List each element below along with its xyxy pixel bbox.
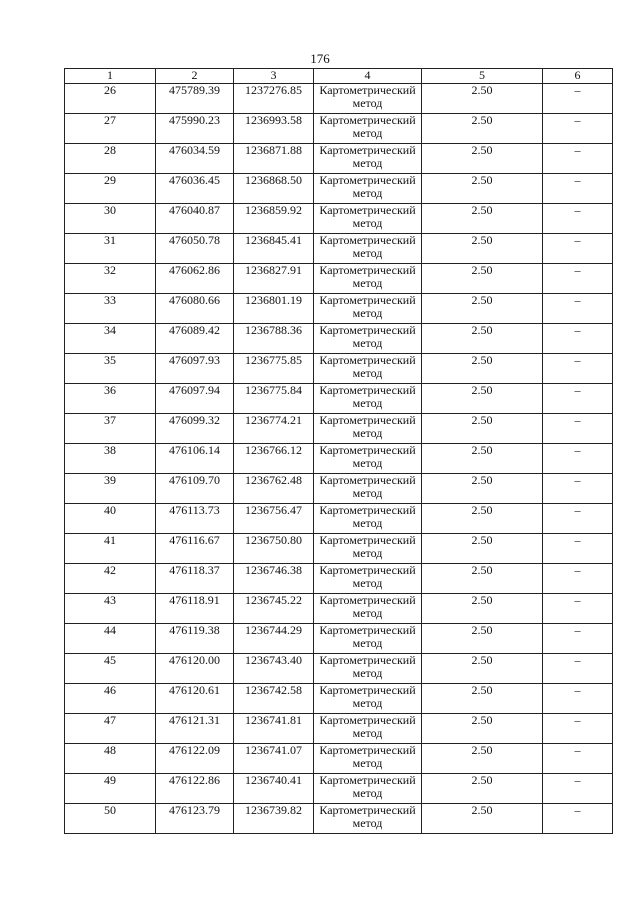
point-number-cell: 48 <box>65 744 156 774</box>
note-cell: – <box>543 684 613 714</box>
table-row <box>65 264 613 294</box>
x-coordinate-cell: 476040.87 <box>156 204 234 234</box>
method-line-2: метод <box>352 606 383 620</box>
table-row <box>65 84 613 114</box>
point-number-cell: 39 <box>65 474 156 504</box>
y-coordinate-cell: 1236801.19 <box>234 294 314 324</box>
y-coordinate-cell: 1236756.47 <box>234 504 314 534</box>
table-row <box>65 804 613 834</box>
method-line-2: метод <box>352 306 383 320</box>
y-coordinate-cell: 1236766.12 <box>234 444 314 474</box>
note-cell: – <box>543 414 613 444</box>
method-line-1: Картометрический <box>319 743 416 757</box>
note-cell: – <box>543 384 613 414</box>
note-cell: – <box>543 774 613 804</box>
table-row <box>65 534 613 564</box>
table-body <box>65 84 613 834</box>
point-number-cell: 34 <box>65 324 156 354</box>
method-cell <box>314 474 422 504</box>
method-line-2: метод <box>352 726 383 740</box>
method-line-1: Картометрический <box>319 353 416 367</box>
accuracy-cell: 2.50 <box>422 144 543 174</box>
method-line-2: метод <box>352 426 383 440</box>
x-coordinate-cell: 476097.93 <box>156 354 234 384</box>
note-cell: – <box>543 234 613 264</box>
method-line-1: Картометрический <box>319 653 416 667</box>
point-number-cell: 42 <box>65 564 156 594</box>
point-number-cell: 30 <box>65 204 156 234</box>
point-number-cell: 47 <box>65 714 156 744</box>
method-cell <box>314 564 422 594</box>
method-line-2: метод <box>352 186 383 200</box>
note-cell: – <box>543 174 613 204</box>
method-line-2: метод <box>352 276 383 290</box>
table-row <box>65 114 613 144</box>
note-cell: – <box>543 654 613 684</box>
note-cell: – <box>543 354 613 384</box>
x-coordinate-cell: 476113.73 <box>156 504 234 534</box>
point-number-cell: 27 <box>65 114 156 144</box>
method-line-2: метод <box>352 636 383 650</box>
method-cell <box>314 624 422 654</box>
table-row <box>65 714 613 744</box>
accuracy-cell: 2.50 <box>422 594 543 624</box>
column-header: 1 <box>65 69 156 84</box>
accuracy-cell: 2.50 <box>422 714 543 744</box>
method-line-1: Картометрический <box>319 503 416 517</box>
accuracy-cell: 2.50 <box>422 264 543 294</box>
method-line-2: метод <box>352 396 383 410</box>
point-number-cell: 46 <box>65 684 156 714</box>
method-line-2: метод <box>352 516 383 530</box>
note-cell: – <box>543 294 613 324</box>
y-coordinate-cell: 1236859.92 <box>234 204 314 234</box>
y-coordinate-cell: 1236775.84 <box>234 384 314 414</box>
accuracy-cell: 2.50 <box>422 744 543 774</box>
table-row <box>65 624 613 654</box>
point-number-cell: 44 <box>65 624 156 654</box>
x-coordinate-cell: 476121.31 <box>156 714 234 744</box>
table-row <box>65 414 613 444</box>
method-cell <box>314 384 422 414</box>
table-row <box>65 204 613 234</box>
method-line-2: метод <box>352 456 383 470</box>
method-cell <box>314 534 422 564</box>
point-number-cell: 26 <box>65 84 156 114</box>
y-coordinate-cell: 1236744.29 <box>234 624 314 654</box>
point-number-cell: 50 <box>65 804 156 834</box>
y-coordinate-cell: 1236827.91 <box>234 264 314 294</box>
y-coordinate-cell: 1236774.21 <box>234 414 314 444</box>
method-line-1: Картометрический <box>319 113 416 127</box>
y-coordinate-cell: 1236742.58 <box>234 684 314 714</box>
method-cell <box>314 744 422 774</box>
point-number-cell: 31 <box>65 234 156 264</box>
method-line-1: Картометрический <box>319 443 416 457</box>
table-row <box>65 354 613 384</box>
y-coordinate-cell: 1236741.81 <box>234 714 314 744</box>
accuracy-cell: 2.50 <box>422 684 543 714</box>
method-cell <box>314 654 422 684</box>
method-line-2: метод <box>352 366 383 380</box>
x-coordinate-cell: 476099.32 <box>156 414 234 444</box>
method-line-2: метод <box>352 336 383 350</box>
table-row <box>65 324 613 354</box>
method-cell <box>314 84 422 114</box>
accuracy-cell: 2.50 <box>422 354 543 384</box>
table-row <box>65 594 613 624</box>
y-coordinate-cell: 1236868.50 <box>234 174 314 204</box>
method-cell <box>314 444 422 474</box>
x-coordinate-cell: 476118.37 <box>156 564 234 594</box>
table-row <box>65 474 613 504</box>
x-coordinate-cell: 476122.09 <box>156 744 234 774</box>
method-cell <box>314 264 422 294</box>
table-row <box>65 684 613 714</box>
coordinates-table <box>64 68 613 834</box>
table-row <box>65 504 613 534</box>
x-coordinate-cell: 476120.61 <box>156 684 234 714</box>
method-cell <box>314 804 422 834</box>
method-line-1: Картометрический <box>319 83 416 97</box>
note-cell: – <box>543 804 613 834</box>
y-coordinate-cell: 1236746.38 <box>234 564 314 594</box>
column-header: 4 <box>314 69 422 84</box>
accuracy-cell: 2.50 <box>422 174 543 204</box>
y-coordinate-cell: 1237276.85 <box>234 84 314 114</box>
note-cell: – <box>543 564 613 594</box>
accuracy-cell: 2.50 <box>422 624 543 654</box>
note-cell: – <box>543 84 613 114</box>
table-row <box>65 564 613 594</box>
method-cell <box>314 594 422 624</box>
method-cell <box>314 324 422 354</box>
method-cell <box>314 354 422 384</box>
point-number-cell: 32 <box>65 264 156 294</box>
x-coordinate-cell: 476062.86 <box>156 264 234 294</box>
x-coordinate-cell: 476122.86 <box>156 774 234 804</box>
accuracy-cell: 2.50 <box>422 774 543 804</box>
method-cell <box>314 204 422 234</box>
point-number-cell: 41 <box>65 534 156 564</box>
note-cell: – <box>543 504 613 534</box>
method-cell <box>314 714 422 744</box>
method-cell <box>314 114 422 144</box>
x-coordinate-cell: 476106.14 <box>156 444 234 474</box>
accuracy-cell: 2.50 <box>422 654 543 684</box>
method-line-2: метод <box>352 126 383 140</box>
method-line-1: Картометрический <box>319 263 416 277</box>
method-line-2: метод <box>352 786 383 800</box>
point-number-cell: 36 <box>65 384 156 414</box>
x-coordinate-cell: 476109.70 <box>156 474 234 504</box>
accuracy-cell: 2.50 <box>422 384 543 414</box>
x-coordinate-cell: 476080.66 <box>156 294 234 324</box>
table-row <box>65 744 613 774</box>
y-coordinate-cell: 1236739.82 <box>234 804 314 834</box>
method-line-2: метод <box>352 576 383 590</box>
x-coordinate-cell: 476120.00 <box>156 654 234 684</box>
method-line-2: метод <box>352 156 383 170</box>
note-cell: – <box>543 204 613 234</box>
y-coordinate-cell: 1236745.22 <box>234 594 314 624</box>
column-header: 2 <box>156 69 234 84</box>
note-cell: – <box>543 264 613 294</box>
method-cell <box>314 234 422 264</box>
method-cell <box>314 294 422 324</box>
method-line-1: Картометрический <box>319 803 416 817</box>
accuracy-cell: 2.50 <box>422 564 543 594</box>
accuracy-cell: 2.50 <box>422 324 543 354</box>
method-line-2: метод <box>352 486 383 500</box>
method-line-1: Картометрический <box>319 173 416 187</box>
note-cell: – <box>543 744 613 774</box>
accuracy-cell: 2.50 <box>422 414 543 444</box>
method-line-1: Картометрический <box>319 533 416 547</box>
method-line-2: метод <box>352 546 383 560</box>
method-cell <box>314 414 422 444</box>
table-row <box>65 444 613 474</box>
point-number-cell: 40 <box>65 504 156 534</box>
column-number-row <box>65 69 613 84</box>
x-coordinate-cell: 476119.38 <box>156 624 234 654</box>
x-coordinate-cell: 476036.45 <box>156 174 234 204</box>
method-line-2: метод <box>352 666 383 680</box>
method-line-1: Картометрический <box>319 323 416 337</box>
accuracy-cell: 2.50 <box>422 474 543 504</box>
method-line-1: Картометрический <box>319 473 416 487</box>
table-row <box>65 144 613 174</box>
method-line-1: Картометрический <box>319 293 416 307</box>
note-cell: – <box>543 324 613 354</box>
method-line-1: Картометрический <box>319 623 416 637</box>
table-row <box>65 174 613 204</box>
note-cell: – <box>543 114 613 144</box>
point-number-cell: 35 <box>65 354 156 384</box>
method-line-1: Картометрический <box>319 383 416 397</box>
note-cell: – <box>543 144 613 174</box>
method-line-1: Картометрический <box>319 203 416 217</box>
method-cell <box>314 174 422 204</box>
x-coordinate-cell: 475789.39 <box>156 84 234 114</box>
method-line-2: метод <box>352 696 383 710</box>
point-number-cell: 43 <box>65 594 156 624</box>
y-coordinate-cell: 1236741.07 <box>234 744 314 774</box>
x-coordinate-cell: 476116.67 <box>156 534 234 564</box>
accuracy-cell: 2.50 <box>422 534 543 564</box>
x-coordinate-cell: 476034.59 <box>156 144 234 174</box>
point-number-cell: 38 <box>65 444 156 474</box>
point-number-cell: 28 <box>65 144 156 174</box>
accuracy-cell: 2.50 <box>422 444 543 474</box>
note-cell: – <box>543 444 613 474</box>
x-coordinate-cell: 476123.79 <box>156 804 234 834</box>
note-cell: – <box>543 594 613 624</box>
accuracy-cell: 2.50 <box>422 294 543 324</box>
method-line-2: метод <box>352 216 383 230</box>
method-line-1: Картометрический <box>319 413 416 427</box>
method-cell <box>314 144 422 174</box>
y-coordinate-cell: 1236993.58 <box>234 114 314 144</box>
accuracy-cell: 2.50 <box>422 234 543 264</box>
y-coordinate-cell: 1236775.85 <box>234 354 314 384</box>
point-number-cell: 33 <box>65 294 156 324</box>
note-cell: – <box>543 714 613 744</box>
y-coordinate-cell: 1236762.48 <box>234 474 314 504</box>
method-line-1: Картометрический <box>319 143 416 157</box>
method-line-1: Картометрический <box>319 563 416 577</box>
table-row <box>65 294 613 324</box>
page-number: 176 <box>310 51 330 66</box>
method-line-2: метод <box>352 246 383 260</box>
y-coordinate-cell: 1236788.36 <box>234 324 314 354</box>
accuracy-cell: 2.50 <box>422 114 543 144</box>
method-cell <box>314 504 422 534</box>
method-line-1: Картометрический <box>319 233 416 247</box>
column-header: 5 <box>422 69 543 84</box>
x-coordinate-cell: 476118.91 <box>156 594 234 624</box>
note-cell: – <box>543 474 613 504</box>
method-cell <box>314 774 422 804</box>
y-coordinate-cell: 1236871.88 <box>234 144 314 174</box>
accuracy-cell: 2.50 <box>422 504 543 534</box>
accuracy-cell: 2.50 <box>422 84 543 114</box>
method-line-2: метод <box>352 96 383 110</box>
point-number-cell: 37 <box>65 414 156 444</box>
y-coordinate-cell: 1236845.41 <box>234 234 314 264</box>
point-number-cell: 45 <box>65 654 156 684</box>
table-row <box>65 234 613 264</box>
x-coordinate-cell: 475990.23 <box>156 114 234 144</box>
column-header: 6 <box>543 69 613 84</box>
method-cell <box>314 684 422 714</box>
accuracy-cell: 2.50 <box>422 204 543 234</box>
method-line-2: метод <box>352 756 383 770</box>
method-line-2: метод <box>352 816 383 830</box>
table-row <box>65 384 613 414</box>
method-line-1: Картометрический <box>319 713 416 727</box>
table-row <box>65 654 613 684</box>
method-line-1: Картометрический <box>319 773 416 787</box>
column-header: 3 <box>234 69 314 84</box>
note-cell: – <box>543 624 613 654</box>
point-number-cell: 49 <box>65 774 156 804</box>
y-coordinate-cell: 1236750.80 <box>234 534 314 564</box>
y-coordinate-cell: 1236743.40 <box>234 654 314 684</box>
method-line-1: Картометрический <box>319 593 416 607</box>
x-coordinate-cell: 476089.42 <box>156 324 234 354</box>
point-number-cell: 29 <box>65 174 156 204</box>
accuracy-cell: 2.50 <box>422 804 543 834</box>
y-coordinate-cell: 1236740.41 <box>234 774 314 804</box>
table-row <box>65 774 613 804</box>
note-cell: – <box>543 534 613 564</box>
x-coordinate-cell: 476050.78 <box>156 234 234 264</box>
method-line-1: Картометрический <box>319 683 416 697</box>
x-coordinate-cell: 476097.94 <box>156 384 234 414</box>
